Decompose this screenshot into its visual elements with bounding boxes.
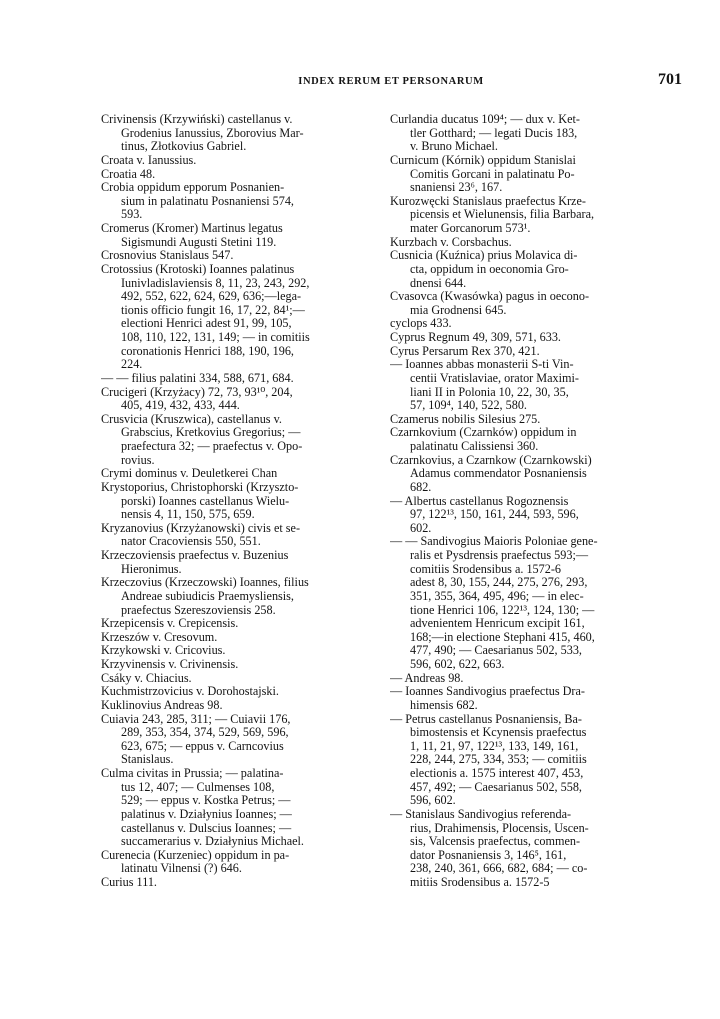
index-entry — [101, 617, 359, 631]
index-entry-line: 596, 602, 622, 663. — [410, 658, 505, 671]
index-entry-line: Crusvicia (Kruszwica), castellanus v. — [101, 412, 282, 426]
index-entry-line: — — Sandivogius Maioris Poloniae gene- — [390, 535, 598, 549]
index-entry — [390, 672, 644, 686]
index-entry-line: porski) Ioannes castellanus Wielu- — [121, 494, 290, 508]
index-entry-line: cta, oppidum in oeconomia Gro- — [410, 262, 569, 276]
index-entry-line: castellanus v. Dulscius Ioannes; — — [121, 821, 292, 835]
index-entry-line: electionis a. 1575 interest 407, 453, — [410, 767, 584, 780]
running-title: INDEX RERUM ET PERSONARUM — [298, 76, 484, 87]
index-entry-line: mater Gorcanorum 573¹. — [410, 222, 531, 235]
index-entry — [101, 181, 359, 222]
index-entry-line: Krzykowski v. Cricovius. — [101, 644, 226, 658]
index-entry-line: 682. — [410, 480, 432, 494]
index-entry-line: Crymi dominus v. Deuletkerei Chan — [101, 467, 278, 481]
index-entry-line: Croatia 48. — [101, 167, 156, 181]
index-entry-line: nensis 4, 11, 150, 575, 659. — [121, 508, 255, 522]
index-entry-line: 57, 109⁴, 140, 522, 580. — [410, 399, 527, 413]
index-entry — [390, 290, 644, 317]
index-entry-line: rius, Drahimensis, Plocensis, Uscen- — [410, 821, 589, 835]
index-entry-line: palatinus v. Działynius Ioannes; — — [121, 807, 292, 821]
index-entry-line: sium in palatinatu Posnaniensi 574, — [121, 194, 294, 208]
index-entry-line: 97, 122¹³, 150, 161, 244, 593, 596, — [410, 508, 579, 522]
index-entry — [101, 386, 359, 413]
index-entry — [101, 699, 359, 713]
index-entry-line: Adamus commendator Posnaniensis — [410, 467, 587, 481]
index-entry-line: snaniensi 23⁶, 167. — [410, 181, 503, 195]
index-entry-line: Krzeczoviensis praefectus v. Buzenius — [101, 549, 289, 562]
index-entry — [390, 331, 644, 345]
index-entry-line: 405, 419, 432, 433, 444. — [121, 399, 240, 413]
index-entry-line: — Petrus castellanus Posnaniensis, Ba- — [390, 712, 582, 726]
index-entry — [101, 263, 359, 372]
index-entry-line: Hieronimus. — [121, 562, 182, 576]
index-entry-line: Grabscius, Kretkovius Gregorius; — — [121, 426, 301, 440]
index-entry-line: Sigismundi Augusti Stetini 119. — [121, 235, 277, 249]
index-entry-line: Comitis Gorcani in palatinatu Po- — [410, 167, 575, 181]
index-entry-line: — Albertus castellanus Rogoznensis — [390, 494, 569, 508]
index-entry-line: Krzepicensis v. Crepicensis. — [101, 617, 239, 631]
index-entry-line: 457, 492; — Caesarianus 502, 558, — [410, 780, 582, 794]
index-entry-line: centii Vratislaviae, orator Maximi- — [410, 371, 579, 385]
index-entry — [390, 317, 644, 331]
index-entry — [101, 113, 359, 154]
index-entry-line: Crosnovius Stanislaus 547. — [101, 249, 234, 263]
index-entry — [390, 713, 644, 808]
index-entry-line: 477, 490; — Caesarianus 502, 533, — [410, 644, 582, 658]
index-entry-line: 1, 11, 21, 97, 122¹³, 133, 149, 161, — [410, 739, 579, 753]
index-entry — [101, 658, 359, 672]
index-entry — [390, 535, 644, 671]
index-entry-line: 492, 552, 622, 624, 629, 636;—lega- — [121, 290, 302, 304]
index-entry — [390, 495, 644, 536]
index-entry-line: Iunivladislaviensis 8, 11, 23, 243, 292, — [121, 276, 310, 290]
index-entry-line: praefectus Szereszoviensis 258. — [121, 603, 276, 617]
index-entry — [390, 413, 644, 427]
index-entry-line: 529; — eppus v. Kostka Petrus; — — [121, 794, 291, 808]
page-number: 701 — [658, 71, 682, 88]
index-entry-line: Andreae subiudicis Praemysliensis, — [121, 589, 294, 603]
index-entry-line: 168;—in electione Stephani 415, 460, — [410, 630, 595, 644]
index-entry — [101, 372, 359, 386]
index-entry-line: Krystoporius, Christophorski (Krzyszto- — [101, 480, 299, 494]
index-entry-line: nator Cracoviensis 550, 551. — [121, 535, 261, 549]
index-entry-line: dnensi 644. — [410, 276, 467, 290]
index-entry-line: Curenecia (Kurzeniec) oppidum in pa- — [101, 848, 290, 862]
index-entry-line: Grodenius Ianussius, Zborovius Mar- — [121, 126, 304, 140]
index-entry — [101, 767, 359, 849]
index-entry — [390, 195, 644, 236]
index-entry-line: — Ioannes Sandivogius praefectus Dra- — [390, 685, 585, 699]
index-entry-line: Kuklinovius Andreas 98. — [101, 698, 223, 712]
index-entry-line: Czarnkovium (Czarnków) oppidum in — [390, 426, 577, 440]
index-entry — [101, 413, 359, 468]
index-entry-line: 238, 240, 361, 666, 682, 684; — co- — [410, 862, 588, 876]
index-entry-line: adest 8, 30, 155, 244, 275, 276, 293, — [410, 576, 588, 590]
index-entry-line: praefectura 32; — praefectus v. Opo- — [121, 440, 303, 453]
index-entry — [101, 713, 359, 768]
index-entry — [101, 168, 359, 182]
index-entry-line: 228, 244, 275, 334, 353; — comitiis — [410, 753, 587, 767]
index-entry — [390, 358, 644, 413]
index-entry-line: 351, 355, 364, 495, 496; — in elec- — [410, 589, 584, 603]
index-entry-line: Czamerus nobilis Silesius 275. — [390, 412, 541, 426]
index-entry — [101, 467, 359, 481]
index-entry — [101, 685, 359, 699]
index-column-left — [101, 113, 359, 890]
index-entry-line: mitiis Srodensibus a. 1572-5 — [410, 876, 550, 889]
index-entry-line: Krzeszów v. Cresovum. — [101, 630, 218, 644]
index-entry-line: coronationis Henrici 188, 190, 196, — [121, 344, 294, 358]
index-entry-line: sis, Valcensis praefectus, commen- — [410, 835, 581, 849]
index-entry-line: Krzeczovius (Krzeczowski) Ioannes, filius — [101, 576, 309, 590]
index-entry — [390, 808, 644, 890]
index-entry-line: tus 12, 407; — Culmenses 108, — [121, 780, 275, 794]
index-entry-line: comitiis Srodensibus a. 1572-6 — [410, 562, 561, 576]
index-entry-line: Crotossius (Krotoski) Ioannes palatinus — [101, 262, 295, 276]
index-entry-line: Cvasovca (Kwasówka) pagus in oecono- — [390, 290, 590, 304]
index-entry — [101, 849, 359, 876]
index-entry-line: Krzyvinensis v. Crivinensis. — [101, 658, 239, 671]
index-entry-line: rovius. — [121, 453, 155, 467]
index-entry-line: Crivinensis (Krzywiński) castellanus v. — [101, 113, 293, 126]
index-entry — [390, 113, 644, 154]
index-entry-line: — — filius palatini 334, 588, 671, 684. — [101, 371, 294, 385]
index-entry-line: advenientem Henricum excipit 161, — [410, 617, 585, 631]
index-entry-line: tinus, Złotkovius Gabriel. — [121, 140, 247, 154]
index-entry-line: mia Grodnensi 645. — [410, 303, 507, 317]
index-entry-line: Kuchmistrzovicius v. Dorohostajski. — [101, 685, 279, 699]
index-entry-line: himensis 682. — [410, 698, 478, 712]
index-entry-line: dator Posnaniensis 3, 146⁵, 161, — [410, 848, 567, 862]
index-entry-line: 596, 602. — [410, 794, 456, 808]
index-entry — [101, 644, 359, 658]
index-entry — [101, 222, 359, 249]
index-entry-line: — Ioannes abbas monasterii S-ti Vin- — [390, 358, 574, 372]
index-entry-line: — Stanislaus Sandivogius referenda- — [390, 807, 572, 821]
index-entry-line: latinatu Vilnensi (?) 646. — [121, 862, 242, 876]
page-header — [100, 71, 682, 98]
index-entry — [101, 631, 359, 645]
index-entry-line: Cuiavia 243, 285, 311; — Cuiavii 176, — [101, 712, 291, 726]
index-entry-line: Stanislaus. — [121, 753, 174, 767]
index-entry-line: Curius 111. — [101, 876, 157, 889]
index-entry-line: Curlandia ducatus 109⁴; — dux v. Ket- — [390, 113, 580, 126]
index-entry-line: — Andreas 98. — [390, 671, 464, 685]
index-entry — [101, 522, 359, 549]
index-entry-line: Kurzbach v. Corsbachus. — [390, 235, 512, 249]
index-entry-line: succamerarius v. Działynius Michael. — [121, 835, 304, 849]
index-entry — [101, 576, 359, 617]
index-entry — [101, 249, 359, 263]
index-entry — [390, 345, 644, 359]
index-entry-line: Curnicum (Kórnik) oppidum Stanislai — [390, 153, 576, 167]
index-entry-line: liani II in Polonia 10, 22, 30, 35, — [410, 385, 569, 399]
index-entry — [390, 454, 644, 495]
index-entry — [390, 154, 644, 195]
index-entry — [101, 876, 359, 890]
index-entry-line: Czarnkovius, a Czarnkow (Czarnkowski) — [390, 453, 592, 467]
index-entry — [101, 549, 359, 576]
index-entry — [390, 249, 644, 290]
index-entry-line: tler Gotthard; — legati Ducis 183, — [410, 126, 578, 140]
index-entry-line: Cusnicia (Kuźnica) prius Molavica di- — [390, 249, 578, 263]
index-entry-line: tione Henrici 106, 122¹³, 124, 130; — — [410, 603, 595, 617]
index-entry-line: 623, 675; — eppus v. Carncovius — [121, 739, 284, 753]
index-column-right — [390, 113, 644, 890]
index-entry-line: Cromerus (Kromer) Martinus legatus — [101, 222, 283, 235]
index-entry-line: Croata v. Ianussius. — [101, 153, 197, 167]
index-entry-line: Kurozwęcki Stanislaus praefectus Krze- — [390, 194, 586, 208]
index-entry-line: electioni Henrici adest 91, 99, 105, — [121, 317, 292, 331]
index-entry — [390, 685, 644, 712]
index-entry-line: Cyrus Persarum Rex 370, 421. — [390, 344, 540, 358]
index-entry — [101, 672, 359, 686]
index-entry — [101, 481, 359, 522]
index-entry-line: v. Bruno Michael. — [410, 140, 498, 154]
index-entry-line: bimostensis et Kcynensis praefectus — [410, 726, 587, 740]
index-entry-line: Cyprus Regnum 49, 309, 571, 633. — [390, 331, 561, 344]
index-entry-line: Csáky v. Chiacius. — [101, 671, 192, 685]
index-entry — [101, 154, 359, 168]
index-entry-line: ralis et Pysdrensis praefectus 593;— — [410, 549, 589, 562]
index-entry-line: 602. — [410, 521, 432, 535]
index-entry-line: 224. — [121, 358, 143, 372]
index-entry-line: 593. — [121, 208, 143, 222]
index-entry-line: tionis officio fungit 16, 17, 22, 84¹;— — [121, 303, 305, 317]
index-entry-line: 289, 353, 354, 374, 529, 569, 596, — [121, 726, 289, 740]
index-entry-line: palatinatu Calissiensi 360. — [410, 440, 539, 453]
index-entry-line: Crucigeri (Krzyżacy) 72, 73, 93¹⁰, 204, — [101, 385, 293, 399]
index-entry — [390, 236, 644, 250]
index-entry — [390, 426, 644, 453]
index-entry-line: Crobia oppidum epporum Posnanien- — [101, 181, 285, 195]
index-entry-line: cyclops 433. — [390, 317, 452, 331]
index-entry-line: Culma civitas in Prussia; — palatina- — [101, 767, 284, 780]
index-entry-line: 108, 110, 122, 131, 149; — in comitiis — [121, 331, 310, 344]
index-entry-line: Kryzanovius (Krzyżanowski) civis et se- — [101, 521, 300, 535]
index-entry-line: picensis et Wielunensis, filia Barbara, — [410, 208, 595, 222]
